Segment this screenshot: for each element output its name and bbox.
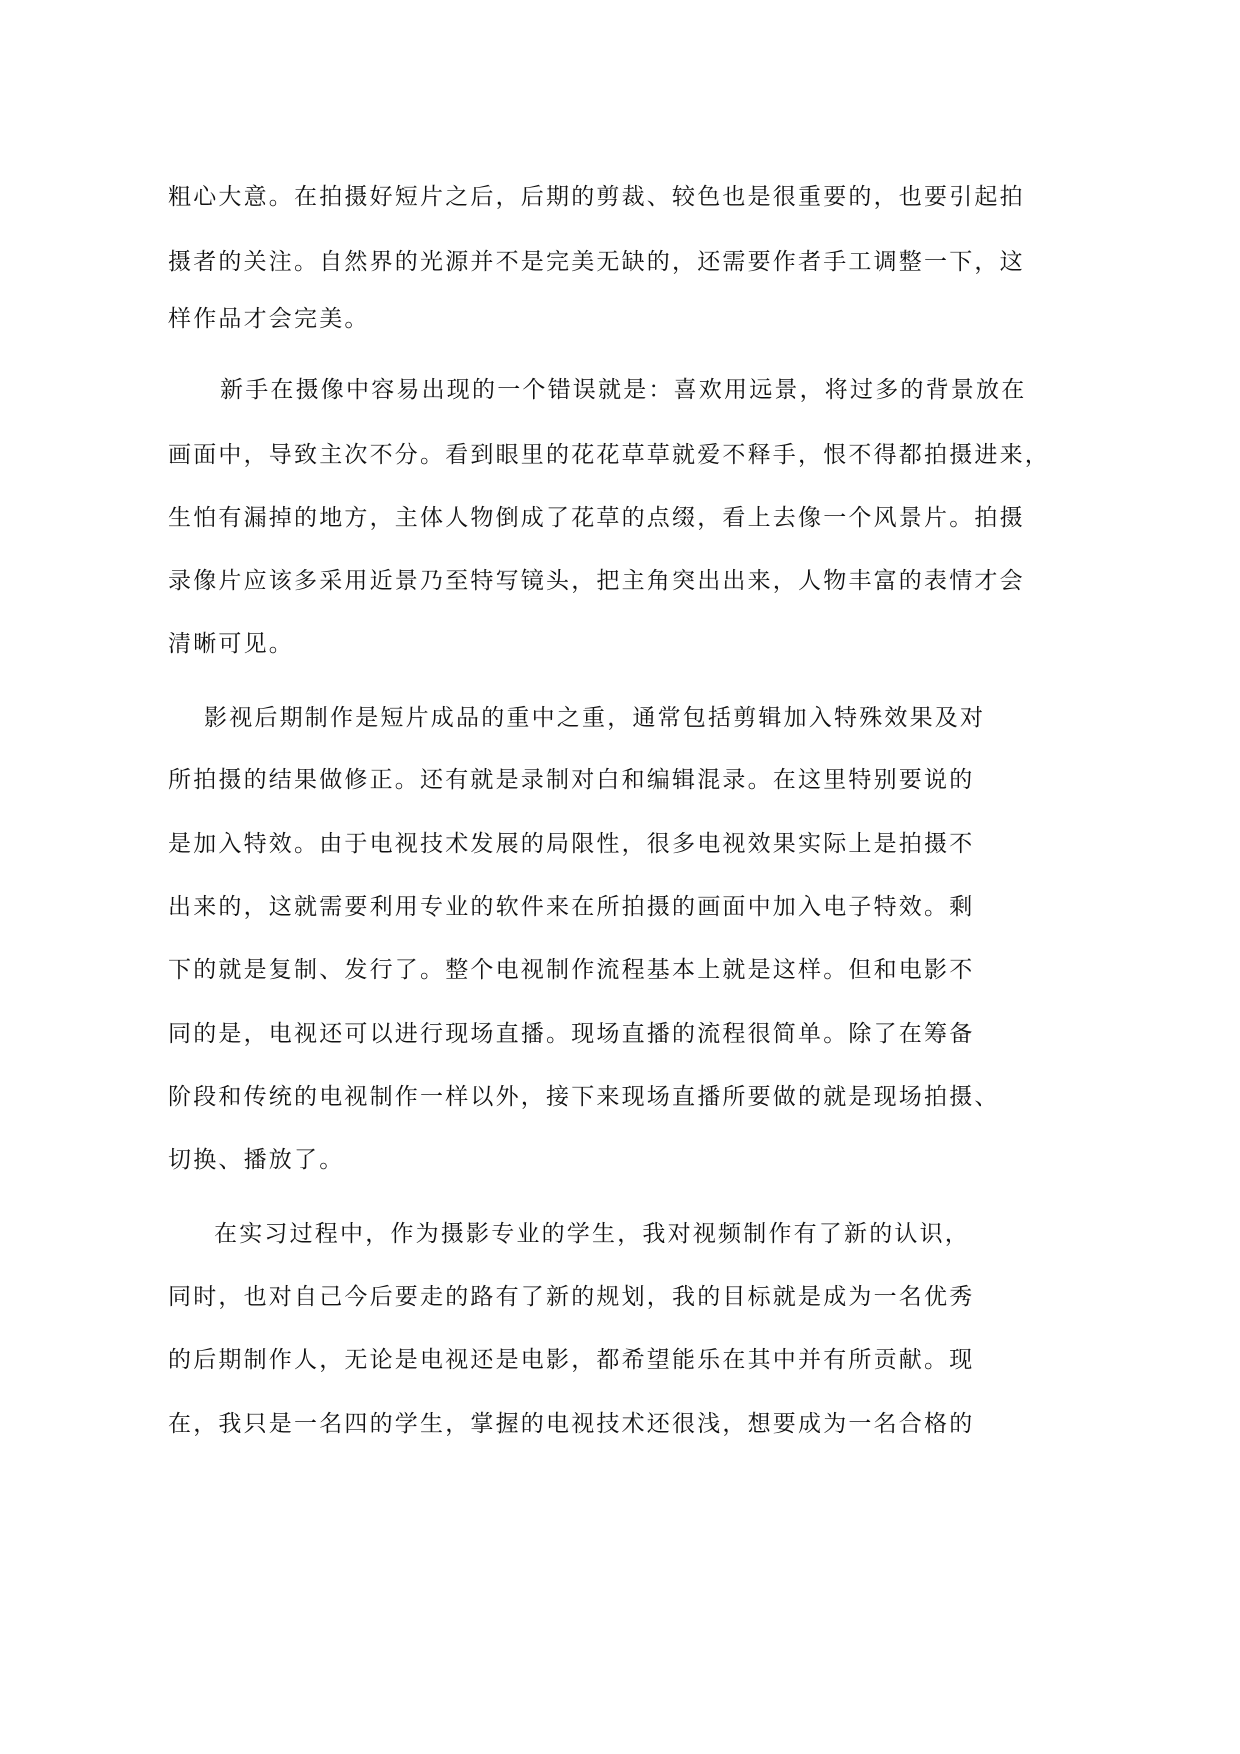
paragraph-line: 下的就是复制、发行了。整个电视制作流程基本上就是这样。但和电影不 [168,957,975,983]
paragraph-line: 是加入特效。由于电视技术发展的局限性，很多电视效果实际上是拍摄不 [168,831,975,857]
paragraph-line: 阶段和传统的电视制作一样以外，接下来现场直播所要做的就是现场拍摄、 [168,1084,1000,1110]
paragraph-line: 在实习过程中，作为摄影专业的学生，我对视频制作有了新的认识， [214,1221,970,1247]
paragraph-line: 清晰可见。 [168,631,294,657]
paragraph-line: 新手在摄像中容易出现的一个错误就是：喜欢用远景，将过多的背景放在 [220,377,1027,403]
paragraph-line: 同的是，电视还可以进行现场直播。现场直播的流程很简单。除了在筹备 [168,1021,975,1047]
paragraph-line: 录像片应该多采用近景乃至特写镜头，把主角突出出来，人物丰富的表情才会 [168,568,1025,594]
paragraph-line: 影视后期制作是短片成品的重中之重，通常包括剪辑加入特殊效果及对 [204,705,986,731]
paragraph-line: 所拍摄的结果做修正。还有就是录制对白和编辑混录。在这里特别要说的 [168,767,975,793]
paragraph-line: 生怕有漏掉的地方，主体人物倒成了花草的点缀，看上去像一个风景片。拍摄 [168,505,1025,531]
paragraph-line: 切换、播放了。 [168,1147,345,1173]
paragraph-line: 的后期制作人，无论是电视还是电影，都希望能乐在其中并有所贡献。现 [168,1347,975,1373]
paragraph-line: 样作品才会完美。 [168,306,370,332]
paragraph-line: 出来的，这就需要利用专业的软件来在所拍摄的画面中加入电子特效。剩 [168,894,975,920]
paragraph-line: 摄者的关注。自然界的光源并不是完美无缺的，还需要作者手工调整一下，这 [168,249,1025,275]
paragraph-line: 同时，也对自己今后要走的路有了新的规划，我的目标就是成为一名优秀 [168,1284,975,1310]
paragraph-line: 画面中，导致主次不分。看到眼里的花花草草就爱不释手，恨不得都拍摄进来， [168,442,1050,468]
paragraph-line: 粗心大意。在拍摄好短片之后，后期的剪裁、较色也是很重要的，也要引起拍 [168,184,1025,210]
paragraph-line: 在，我只是一名四的学生，掌握的电视技术还很浅，想要成为一名合格的 [168,1411,975,1437]
